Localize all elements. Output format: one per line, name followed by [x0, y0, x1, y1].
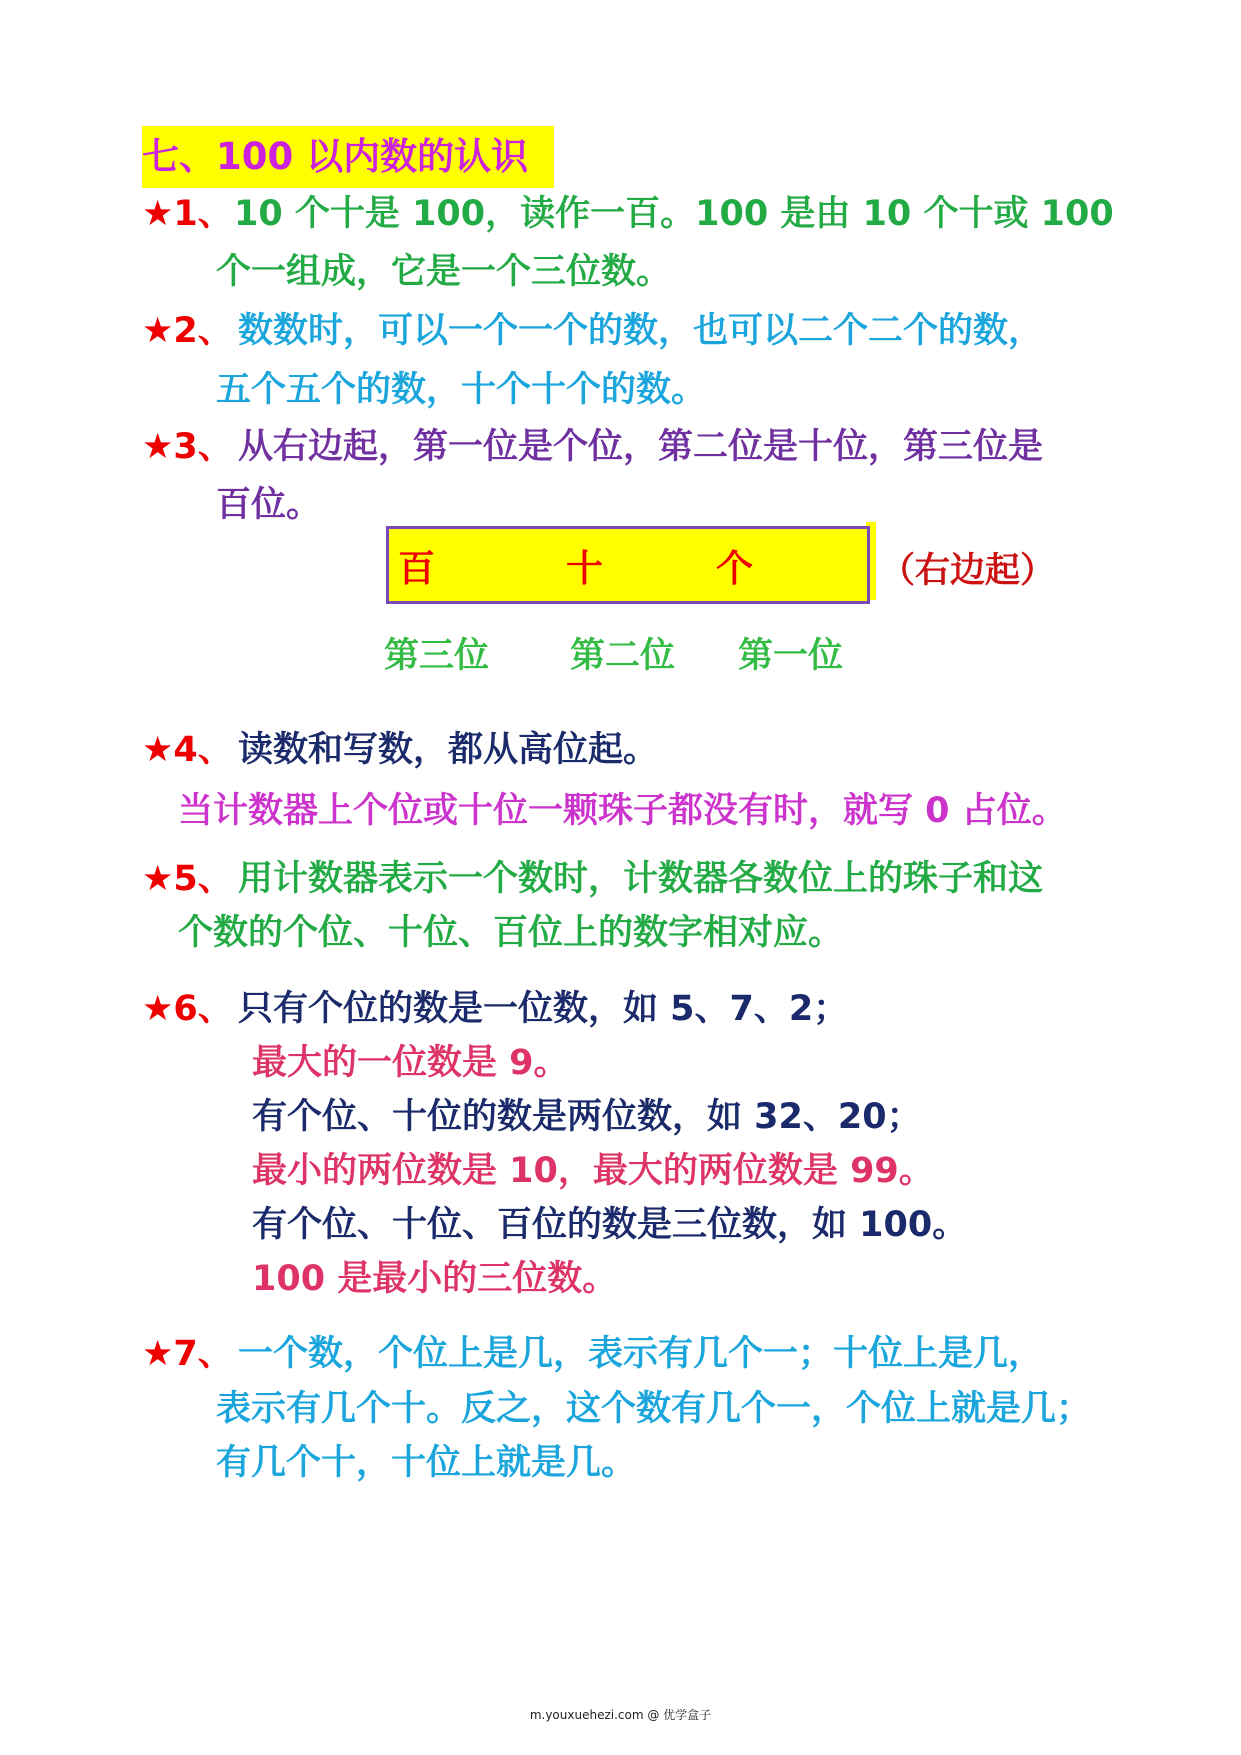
item-1-line-1: 10 个十是 100，读作一百。100 是由 10 个十或 100	[234, 194, 1114, 234]
item-3-number: ★3、	[142, 427, 233, 467]
item-7-line-3: 有几个十，十位上就是几。	[216, 1443, 637, 1483]
item-6-line-2: 最大的一位数是 9。	[252, 1043, 569, 1083]
item-6-line-4: 最小的两位数是 10，最大的两位数是 99。	[252, 1151, 934, 1191]
item-2-line-1: 数数时，可以一个一个的数，也可以二个二个的数，	[238, 311, 1044, 351]
item-4-number: ★4、	[142, 730, 233, 770]
position-second: 第二位	[570, 636, 676, 676]
place-ones: 个	[716, 547, 753, 590]
item-2-number: ★2、	[142, 311, 233, 351]
item-7-number: ★7、	[142, 1334, 233, 1374]
item-1-line-2: 个一组成，它是一个三位数。	[216, 252, 672, 292]
item-5-line-1: 用计数器表示一个数时，计数器各数位上的珠子和这	[238, 859, 1044, 899]
item-5-line-2: 个数的个位、十位、百位上的数字相对应。	[178, 913, 844, 953]
item-6-line-1: 只有个位的数是一位数，如 5、7、2；	[238, 989, 849, 1029]
item-4-line-1: 读数和写数，都从高位起。	[238, 730, 659, 770]
item-2-line-2: 五个五个的数，十个十个的数。	[216, 370, 707, 410]
place-value-table	[386, 526, 870, 604]
place-hundreds: 百	[398, 547, 435, 590]
item-6-line-3: 有个位、十位的数是两位数，如 32、20；	[252, 1097, 922, 1137]
footer-watermark: m.youxuehezi.com @ 优学盒子	[529, 1708, 712, 1722]
item-5-number: ★5、	[142, 859, 233, 899]
item-3-line-2: 百位。	[216, 485, 322, 525]
item-6-line-6: 100 是最小的三位数。	[252, 1259, 618, 1299]
right-start-note: （右边起）	[880, 551, 1056, 591]
position-first: 第一位	[738, 636, 844, 676]
item-7-line-2: 表示有几个十。反之，这个数有几个一，个位上就是几；	[216, 1389, 1092, 1429]
position-third: 第三位	[384, 636, 490, 676]
place-tens: 十	[566, 547, 603, 590]
item-6-line-5: 有个位、十位、百位的数是三位数，如 100。	[252, 1205, 968, 1245]
item-1-number: ★1、	[142, 194, 233, 234]
item-6-number: ★6、	[142, 989, 233, 1029]
item-4-line-2: 当计数器上个位或十位一颗珠子都没有时，就写 0 占位。	[178, 791, 1067, 831]
section-title: 七、100 以内数的认识	[142, 135, 529, 178]
item-7-line-1: 一个数，个位上是几，表示有几个一；十位上是几，	[238, 1334, 1044, 1374]
item-3-line-1: 从右边起，第一位是个位，第二位是十位，第三位是	[238, 427, 1044, 467]
